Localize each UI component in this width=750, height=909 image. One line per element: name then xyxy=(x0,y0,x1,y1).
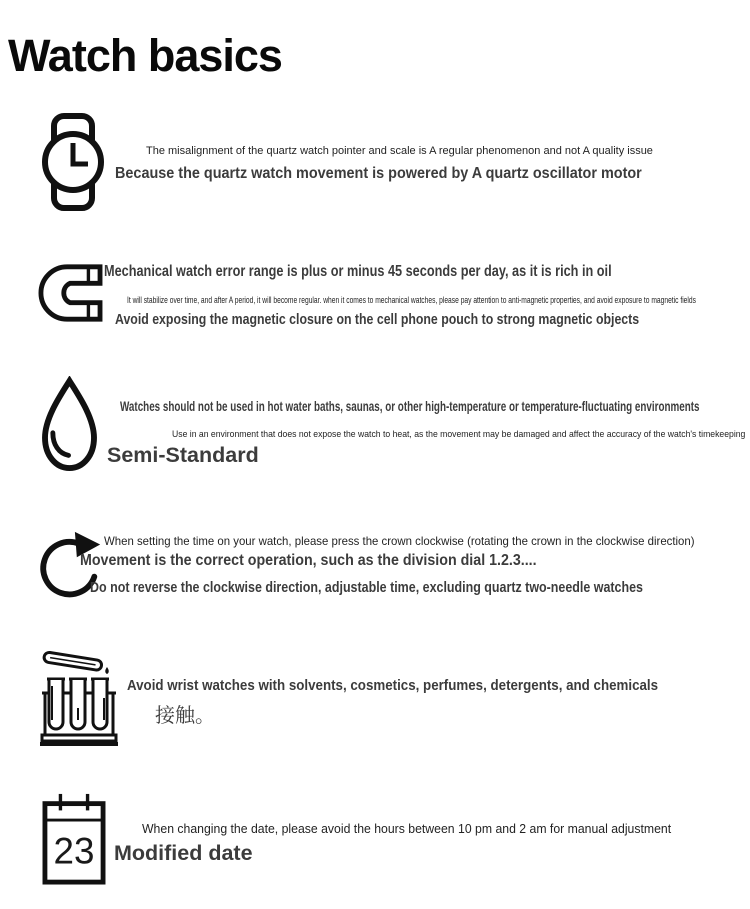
crown-note: When setting the time on your watch, please press the crown clockwise (rotating the crown in the clockwise direction) xyxy=(104,534,695,548)
crown-heading: Movement is the correct operation, such as the division dial 1.2.3.... xyxy=(80,552,537,569)
heat-title: Semi-Standard xyxy=(107,443,259,467)
heat-note: Use in an environment that does not expose the watch to heat, as the movement may be damaged and affect the accuracy of the watch's timekeeping xyxy=(172,429,746,440)
date-title: Modified date xyxy=(114,841,253,865)
water-drop-icon xyxy=(38,376,101,474)
magnet-heading: Mechanical watch error range is plus or minus 45 seconds per day, as it is rich in oil xyxy=(104,263,612,280)
crown-heading2: Do not reverse the clockwise direction, adjustable time, excluding quartz two-needle watches xyxy=(90,580,643,596)
date-note: When changing the date, please avoid the hours between 10 pm and 2 am for manual adjustment xyxy=(142,822,672,836)
chemical-heading: Avoid wrist watches with solvents, cosmetics, perfumes, detergents, and chemicals xyxy=(127,678,659,694)
test-tubes-icon xyxy=(40,646,118,748)
quartz-note: The misalignment of the quartz watch pointer and scale is A regular phenomenon and not A quality issue xyxy=(146,145,653,157)
chemical-cjk-text: 接触。 xyxy=(155,705,215,727)
calendar-day-number: 23 xyxy=(53,830,95,872)
calendar-icon xyxy=(42,792,106,885)
heat-heading: Watches should not be used in hot water baths, saunas, or other high-temperature or temperature-fluctuating environments xyxy=(120,399,700,414)
magnet-heading2: Avoid exposing the magnetic closure on the cell phone pouch to strong magnetic objects xyxy=(115,312,640,328)
wristwatch-icon xyxy=(40,113,106,211)
magnet-icon xyxy=(36,262,104,324)
quartz-heading: Because the quartz watch movement is powered by A quartz oscillator motor xyxy=(115,165,642,182)
magnet-note: It will stabilize over time, and after A period, it will become regular. when it comes to mechanical watches, please pay attention to anti-magnetic properties, and avoid exposure to magnetic fields xyxy=(127,295,696,305)
page-title: Watch basics xyxy=(8,30,282,81)
